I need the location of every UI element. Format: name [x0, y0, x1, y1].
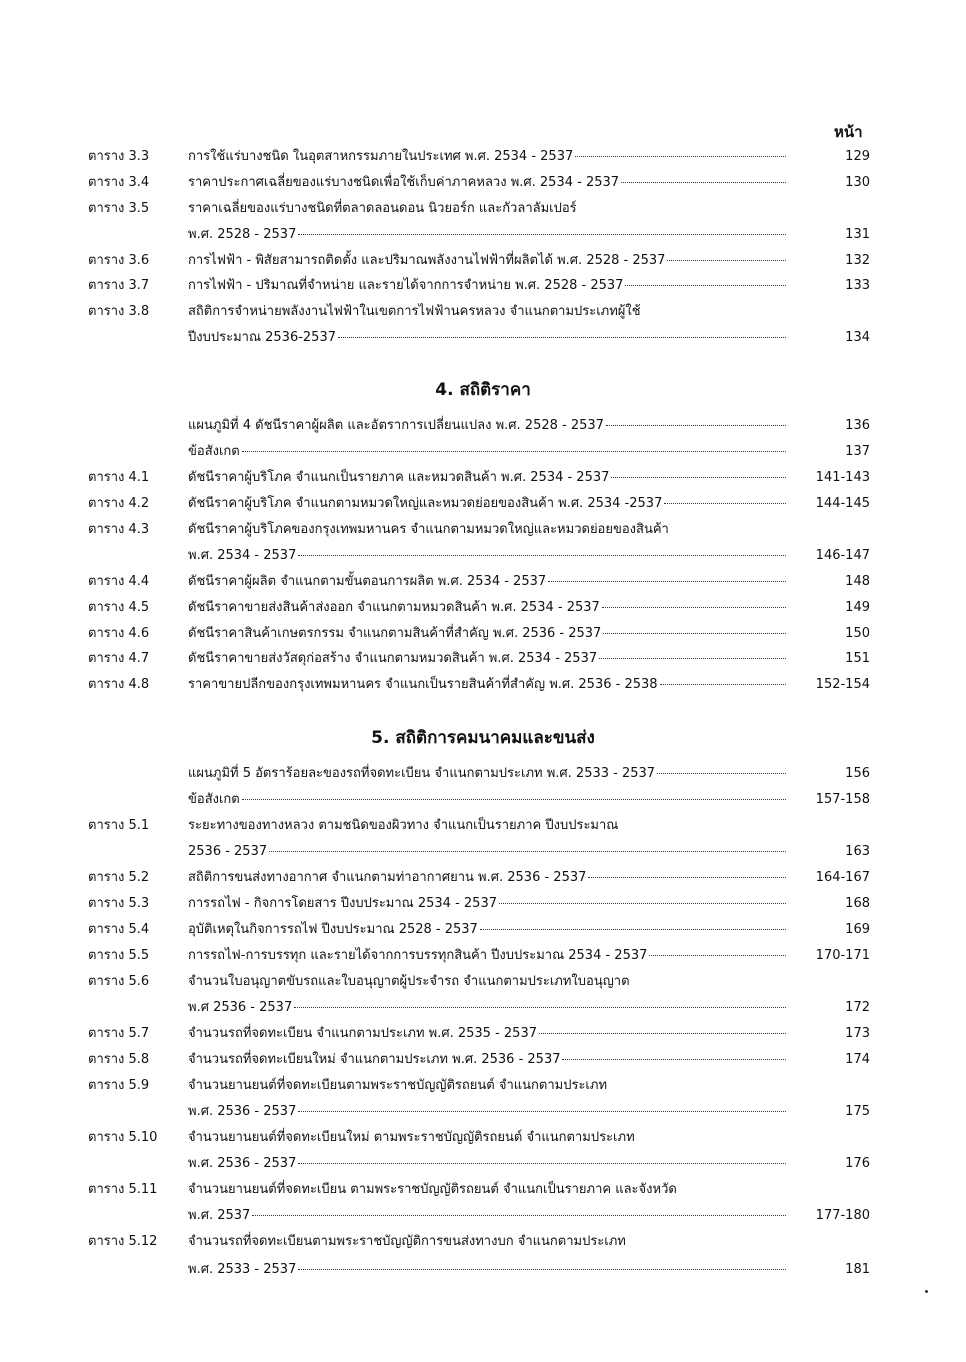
- entry-page: 130: [845, 175, 870, 190]
- section-heading-4: 4. สถิติราคา: [435, 380, 531, 400]
- entry-label: ตาราง 5.5: [88, 948, 150, 963]
- entry-label: ตาราง 5.2: [88, 870, 150, 885]
- entry-page: 151: [845, 651, 870, 666]
- entry-title: ดัชนีราคาขายส่งวัสดุก่อสร้าง จำแนกตามหมวดสินค้า พ.ศ. 2534 - 2537: [188, 648, 788, 670]
- entry-label: ตาราง 4.6: [88, 626, 150, 641]
- entry-label: ตาราง 5.4: [88, 922, 150, 937]
- entry-page: 133: [845, 278, 870, 293]
- toc-entry: [0, 1231, 966, 1253]
- entry-label: ตาราง 4.2: [88, 496, 150, 511]
- entry-page: 137: [845, 444, 870, 459]
- entry-title: พ.ศ 2536 - 2537: [188, 997, 788, 1019]
- entry-title: การรถไฟ-การบรรทุก และรายได้จากการบรรทุกสินค้า ปีงบประมาณ 2534 - 2537: [188, 945, 788, 967]
- entry-page: 132: [845, 253, 870, 268]
- entry-title: จำนวนยานยนต์ที่จดทะเบียนใหม่ ตามพระราชบัญญัติรถยนต์ จำแนกตามประเภท: [188, 1130, 635, 1145]
- entry-label: ตาราง 3.3: [88, 149, 150, 164]
- entry-page: 174: [845, 1052, 870, 1067]
- entry-label: ตาราง 5.12: [88, 1234, 158, 1249]
- entry-page: 129: [845, 149, 870, 164]
- entry-page: 163: [845, 844, 870, 859]
- entry-label: ตาราง 5.9: [88, 1078, 150, 1093]
- entry-label: ตาราง 5.6: [88, 974, 150, 989]
- entry-label: ตาราง 5.1: [88, 818, 150, 833]
- entry-title: พ.ศ. 2536 - 2537: [188, 1101, 788, 1123]
- entry-label: ตาราง 5.10: [88, 1130, 158, 1145]
- toc-entry: [0, 467, 966, 489]
- entry-label: ตาราง 5.7: [88, 1026, 150, 1041]
- toc-entry: [0, 1259, 966, 1281]
- toc-entry: [0, 1179, 966, 1201]
- toc-entry: [0, 493, 966, 515]
- entry-title: ราคาขายปลีกของกรุงเทพมหานคร จำแนกเป็นรายสินค้าที่สำคัญ พ.ศ. 2536 - 2538: [188, 674, 788, 696]
- entry-page: 149: [845, 600, 870, 615]
- entry-label: ตาราง 3.4: [88, 175, 150, 190]
- entry-label: ตาราง 4.5: [88, 600, 150, 615]
- entry-title: ปีงบประมาณ 2536-2537: [188, 327, 788, 349]
- toc-entry: [0, 1075, 966, 1097]
- entry-title: การรถไฟ - กิจการโดยสาร ปีงบประมาณ 2534 - 2537: [188, 893, 788, 915]
- toc-entry: [0, 1101, 966, 1123]
- toc-entry: [0, 301, 966, 323]
- entry-label: ตาราง 4.3: [88, 522, 150, 537]
- toc-entry: [0, 623, 966, 645]
- entry-title: ดัชนีราคาสินค้าเกษตรกรรม จำแนกตามสินค้าที่สำคัญ พ.ศ. 2536 - 2537: [188, 623, 788, 645]
- entry-label: ตาราง 3.5: [88, 201, 150, 216]
- entry-title: 2536 - 2537: [188, 841, 788, 863]
- entry-title: พ.ศ. 2534 - 2537: [188, 545, 788, 567]
- entry-title: สถิติการขนส่งทางอากาศ จำแนกตามท่าอากาศยาน พ.ศ. 2536 - 2537: [188, 867, 788, 889]
- entry-title: ข้อสังเกต: [188, 789, 788, 811]
- entry-title: ดัชนีราคาขายส่งสินค้าส่งออก จำแนกตามหมวดสินค้า พ.ศ. 2534 - 2537: [188, 597, 788, 619]
- toc-entry: [0, 919, 966, 941]
- entry-title: อุบัติเหตุในกิจการรถไฟ ปีงบประมาณ 2528 - 2537: [188, 919, 788, 941]
- entry-label: ตาราง 4.7: [88, 651, 150, 666]
- entry-page: 146-147: [815, 548, 870, 563]
- toc-entry: [0, 648, 966, 670]
- toc-entry: [0, 1023, 966, 1045]
- entry-title: จำนวนยานยนต์ที่จดทะเบียน ตามพระราชบัญญัติรถยนต์ จำแนกเป็นรายภาค และจังหวัด: [188, 1182, 677, 1197]
- entry-label: ตาราง 4.4: [88, 574, 150, 589]
- toc-entry: [0, 597, 966, 619]
- toc-entry: [0, 415, 966, 437]
- entry-title: ราคาเฉลี่ยของแร่บางชนิดที่ตลาดลอนดอน นิวยอร์ก และกัวลาลัมเปอร์: [188, 201, 577, 216]
- toc-entry: [0, 519, 966, 541]
- toc-entry: [0, 945, 966, 967]
- entry-page: 157-158: [815, 792, 870, 807]
- entry-label: ตาราง 4.1: [88, 470, 150, 485]
- entry-title: ข้อสังเกต: [188, 441, 788, 463]
- entry-title: การใช้แร่บางชนิด ในอุตสาหกรรมภายในประเทศ พ.ศ. 2534 - 2537: [188, 146, 788, 168]
- entry-page: 173: [845, 1026, 870, 1041]
- toc-entry: [0, 327, 966, 349]
- entry-title: สถิติการจำหน่ายพลังงานไฟฟ้าในเขตการไฟฟ้านครหลวง จำแนกตามประเภทผู้ใช้: [188, 304, 641, 319]
- toc-entry: [0, 198, 966, 220]
- page-column-header: หน้า: [834, 123, 863, 141]
- toc-entry: [0, 763, 966, 785]
- toc-entry: [0, 146, 966, 168]
- entry-page: 144-145: [815, 496, 870, 511]
- toc-entry: [0, 545, 966, 567]
- toc-entry: [0, 275, 966, 297]
- entry-title: จำนวนยานยนต์ที่จดทะเบียนตามพระราชบัญญัติรถยนต์ จำแนกตามประเภท: [188, 1078, 608, 1093]
- toc-entry: [0, 172, 966, 194]
- entry-page: 136: [845, 418, 870, 433]
- entry-label: ตาราง 3.8: [88, 304, 150, 319]
- toc-entry: [0, 971, 966, 993]
- entry-title: ระยะทางของทางหลวง ตามชนิดของผิวทาง จำแนกเป็นรายภาค ปีงบประมาณ: [188, 818, 619, 833]
- toc-entry: [0, 571, 966, 593]
- toc-entry: [0, 1205, 966, 1227]
- toc-entry: [0, 789, 966, 811]
- entry-page: 169: [845, 922, 870, 937]
- entry-title: จำนวนรถที่จดทะเบียนใหม่ จำแนกตามประเภท พ.ศ. 2536 - 2537: [188, 1049, 788, 1071]
- toc-entry: [0, 893, 966, 915]
- entry-page: 168: [845, 896, 870, 911]
- entry-label: ตาราง 4.8: [88, 677, 150, 692]
- entry-page: 170-171: [815, 948, 870, 963]
- entry-page: 141-143: [815, 470, 870, 485]
- entry-title: จำนวนรถที่จดทะเบียน จำแนกตามประเภท พ.ศ. 2535 - 2537: [188, 1023, 788, 1045]
- entry-page: 181: [845, 1262, 870, 1277]
- toc-entry: [0, 224, 966, 246]
- entry-title: ดัชนีราคาผู้บริโภค จำแนกเป็นรายภาค และหมวดสินค้า พ.ศ. 2534 - 2537: [188, 467, 788, 489]
- entry-page: 156: [845, 766, 870, 781]
- entry-page: 164-167: [815, 870, 870, 885]
- entry-page: 148: [845, 574, 870, 589]
- entry-title: จำนวนใบอนุญาตขับรถและใบอนุญาตผู้ประจำรถ จำแนกตามประเภทใบอนุญาต: [188, 974, 630, 989]
- toc-entry: [0, 815, 966, 837]
- toc-entry: [0, 867, 966, 889]
- entry-page: 172: [845, 1000, 870, 1015]
- toc-entry: [0, 997, 966, 1019]
- entry-label: ตาราง 5.3: [88, 896, 150, 911]
- toc-entry: [0, 1049, 966, 1071]
- section-heading-5: 5. สถิติการคมนาคมและขนส่ง: [371, 728, 595, 748]
- entry-title: พ.ศ. 2537: [188, 1205, 788, 1227]
- entry-title: ดัชนีราคาผู้บริโภคของกรุงเทพมหานคร จำแนกตามหมวดใหญ่และหมวดย่อยของสินค้า: [188, 522, 669, 537]
- entry-title: ดัชนีราคาผู้บริโภค จำแนกตามหมวดใหญ่และหมวดย่อยของสินค้า พ.ศ. 2534 -2537: [188, 493, 788, 515]
- entry-page: 176: [845, 1156, 870, 1171]
- entry-label: ตาราง 3.7: [88, 278, 150, 293]
- toc-entry: [0, 441, 966, 463]
- toc-entry: [0, 841, 966, 863]
- entry-page: 150: [845, 626, 870, 641]
- entry-title: แผนภูมิที่ 5 อัตราร้อยละของรถที่จดทะเบียน จำแนกตามประเภท พ.ศ. 2533 - 2537: [188, 763, 788, 785]
- entry-label: ตาราง 5.11: [88, 1182, 158, 1197]
- toc-entry: [0, 674, 966, 696]
- entry-title: ดัชนีราคาผู้ผลิต จำแนกตามขั้นตอนการผลิต พ.ศ. 2534 - 2537: [188, 571, 788, 593]
- entry-title: พ.ศ. 2536 - 2537: [188, 1153, 788, 1175]
- toc-entry: [0, 1153, 966, 1175]
- entry-label: ตาราง 5.8: [88, 1052, 150, 1067]
- entry-title: การไฟฟ้า - พิสัยสามารถติดตั้ง และปริมาณพลังงานไฟฟ้าที่ผลิตได้ พ.ศ. 2528 - 2537: [188, 250, 788, 272]
- entry-page: 152-154: [815, 677, 870, 692]
- entry-title: พ.ศ. 2528 - 2537: [188, 224, 788, 246]
- entry-title: แผนภูมิที่ 4 ดัชนีราคาผู้ผลิต และอัตราการเปลี่ยนแปลง พ.ศ. 2528 - 2537: [188, 415, 788, 437]
- entry-label: ตาราง 3.6: [88, 253, 150, 268]
- entry-page: 131: [845, 227, 870, 242]
- entry-title: ราคาประกาศเฉลี่ยของแร่บางชนิดเพื่อใช้เก็บค่าภาคหลวง พ.ศ. 2534 - 2537: [188, 172, 788, 194]
- entry-title: พ.ศ. 2533 - 2537: [188, 1259, 788, 1281]
- scan-speck: [925, 1290, 928, 1293]
- entry-page: 177-180: [815, 1208, 870, 1223]
- entry-page: 134: [845, 330, 870, 345]
- entry-page: 175: [845, 1104, 870, 1119]
- toc-entry: [0, 1127, 966, 1149]
- entry-title: การไฟฟ้า - ปริมาณที่จำหน่าย และรายได้จากการจำหน่าย พ.ศ. 2528 - 2537: [188, 275, 788, 297]
- entry-title: จำนวนรถที่จดทะเบียนตามพระราชบัญญัติการขนส่งทางบก จำแนกตามประเภท: [188, 1234, 626, 1249]
- toc-entry: [0, 250, 966, 272]
